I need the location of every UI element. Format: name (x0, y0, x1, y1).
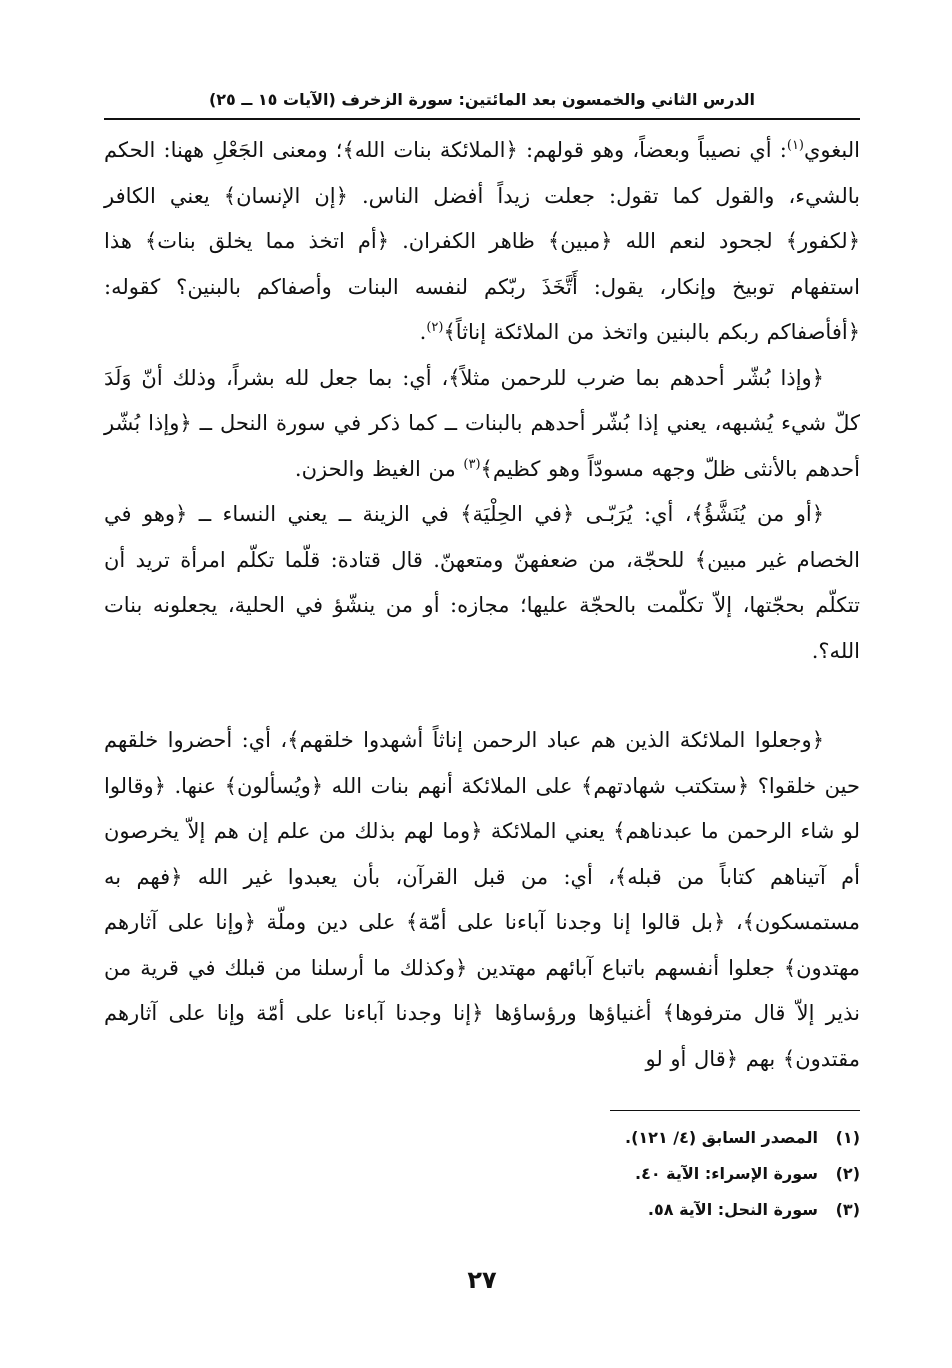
footnote-1 (104, 1120, 860, 1156)
footnote-ref-1[interactable]: (١) (786, 138, 804, 153)
footnote-separator (610, 1110, 860, 1111)
paragraph-2-end: من الغيظ والحزن. (294, 456, 464, 481)
paragraph-4: ﴿وجعلوا الملائكة الذين هم عباد الرحمن إناثاً أشهدوا خلقهم﴾، أي: أحضروا خلقهم حين خلقوا؟ ﴿ستكتب شهادتهم﴾ على الملائكة أنهم بنات الله ﴿ويُسألون﴾ عنها. ﴿وقالوا لو شاء الرحمن ما عبدناهم﴾ يعني الملائكة ﴿وما لهم بذلك من علم إن هم إلاّ يخرصون أم آتيناهم كتاباً من قبله﴾، أي: من قبل القرآن، بأن يعبدوا غير الله ﴿فهم به مستمسكون﴾، ﴿بل قالوا إنا وجدنا آباءنا على أمّة﴾ على دين وملّة ﴿وإنا على آثارهم مهتدون﴾ جعلوا أنفسهم باتباع آبائهم مهتدين ﴿وكذلك ما أرسلنا من قبلك في قرية من نذير إلاّ قال مترفوها﴾ أغنياؤها ورؤساؤها ﴿إنا وجدنا آباءنا على أمّة وإنا على آثارهم مقتدون﴾ بهم ﴿قال أو لو (104, 728, 860, 1071)
paragraph-2-text: ﴿وإذا بُشّر أحدهم بما ضرب للرحمن مثلاً﴾، أي: بما جعل لله بشراً، وذلك أنّ وَلَدَ كلّ شيء يُشبهه، يعني إذا بُشّر أحدهم بالبنات ــ كما ذكر في سورة النحل ــ ﴿وإذا بُشّر أحدهم بالأنثى ظلّ وجهه مسودّاً وهو كظيم﴾ (104, 365, 860, 481)
footnote-ref-2[interactable]: (٢) (426, 320, 444, 335)
footnote-ref-3[interactable]: (٣) (463, 456, 481, 472)
running-header: الدرس الثاني والخمسون بعد المائتين: سورة الزخرف (الآيات ١٥ ــ ٢٥) (208, 90, 756, 109)
paragraph-3: ﴿أو من يُنَشَّؤُ﴾، أي: يُرَبّـى ﴿في الحِلْيَة﴾ في الزينة ــ يعني النساء ــ ﴿وهو في الخصام غير مبين﴾ للحجّة، من ضعفهنّ ومتعهنّ. قال قتادة: قلّما تكلّم امرأة تريد أن تتكلّم بحجّتها، إلاّ تكلّمت بالحجّة عليها؛ مجازه: أو من ينشّؤ في الحلية، يجعلونه بنات الله؟. (104, 502, 860, 663)
footnote-number: (٢) (835, 1164, 860, 1183)
paragraph-1-end: . (419, 320, 427, 344)
paragraph-1-opening: البغوي (804, 138, 860, 162)
footnote-text: سورة النحل: الآية ٥٨. (647, 1200, 818, 1219)
header-rule (104, 118, 860, 120)
book-page (104, 86, 860, 1356)
footnote-3 (104, 1192, 860, 1228)
footnote-number: (١) (835, 1128, 860, 1147)
footnotes (104, 1120, 860, 1228)
page-number: ٢٧ (467, 1266, 497, 1294)
paragraph-2 (104, 356, 860, 493)
paragraph-1 (104, 128, 860, 356)
footnote-number: (٣) (835, 1200, 860, 1219)
footnote-2 (104, 1156, 860, 1192)
main-text (104, 128, 860, 1082)
footnote-text: المصدر السابق (٤/ ١٢١). (625, 1128, 818, 1147)
footnote-text: سورة الإسراء: الآية ٤٠. (635, 1164, 818, 1183)
paragraph-1-text: : أي نصيباً وبعضاً، وهو قولهم: ﴿الملائكة بنات الله﴾؛ ومعنى الجَعْلِ ههنا: الحكم بالشيء، والقول كما تقول: جعلت زيداً أفضل الناس. ﴿إن الإنسان﴾ يعني الكافر ﴿لكفور﴾ لجحود لنعم الله ﴿مبين﴾ ظاهر الكفران. ﴿أم اتخذ مما يخلق بنات﴾ هذا استفهام توبيخ وإنكار، يقول: أَتَّخَذَ ربّكم لنفسه البنات وأصفاكم بالبنين؟ كقوله: ﴿أفأصفاكم ربكم بالبنين واتخذ من الملائكة إناثاً﴾ (104, 138, 860, 344)
